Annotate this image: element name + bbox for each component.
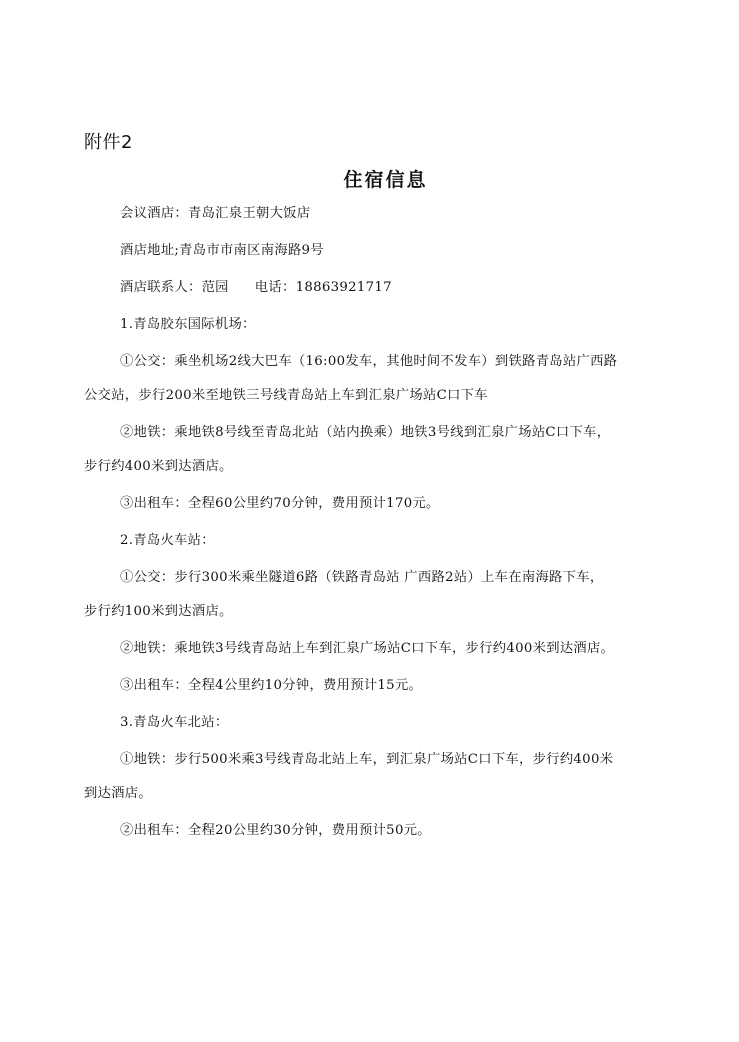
page-title: 住宿信息 (343, 169, 428, 191)
hotel-contact-line (84, 278, 659, 298)
section-item: ②出租车：全程20公里约30分钟，费用预计50元。 (120, 823, 431, 838)
section-heading-airport: 1.青岛胶东国际机场： (120, 317, 256, 332)
section-heading-railway-station: 2.青岛火车站： (120, 533, 215, 548)
section-item: ①公交：乘坐机场2线大巴车（16:00发车，其他时间不发车）到铁路青岛站广西路 (120, 354, 618, 369)
section-item: ②地铁：乘地铁3号线青岛站上车到汇泉广场站C口下车，步行约400米到达酒店。 (120, 641, 615, 656)
section-item-continuation: 公交站，步行200米至地铁三号线青岛站上车到汇泉广场站C口下车 (84, 388, 488, 403)
hotel-address-line: 酒店地址;青岛市市南区南海路9号 (120, 243, 324, 258)
hotel-name-line: 会议酒店：青岛汇泉王朝大饭店 (120, 206, 311, 221)
document-body (84, 204, 659, 858)
contact-phone: 电话：18863921717 (254, 280, 392, 295)
section-item: ①公交：步行300米乘坐隧道6路（铁路青岛站 广西路2站）上车在南海路下车， (120, 570, 604, 585)
section-item: ①地铁：步行500米乘3号线青岛北站上车，到汇泉广场站C口下车，步行约400米 (120, 752, 614, 767)
contact-person: 酒店联系人：范园 (120, 280, 229, 295)
section-item: ②地铁：乘地铁8号线至青岛北站（站内换乘）地铁3号线到汇泉广场站C口下车， (120, 425, 611, 440)
section-item: ③出租车：全程4公里约10分钟，费用预计15元。 (120, 678, 423, 693)
section-item: ③出租车：全程60公里约70分钟，费用预计170元。 (120, 496, 440, 511)
section-item-continuation: 步行约100米到达酒店。 (84, 604, 233, 619)
section-heading-north-station: 3.青岛火车北站： (120, 715, 229, 730)
attachment-label: 附件2 (84, 132, 133, 153)
section-item-continuation: 步行约400米到达酒店。 (84, 459, 233, 474)
section-item-continuation: 到达酒店。 (84, 786, 152, 801)
